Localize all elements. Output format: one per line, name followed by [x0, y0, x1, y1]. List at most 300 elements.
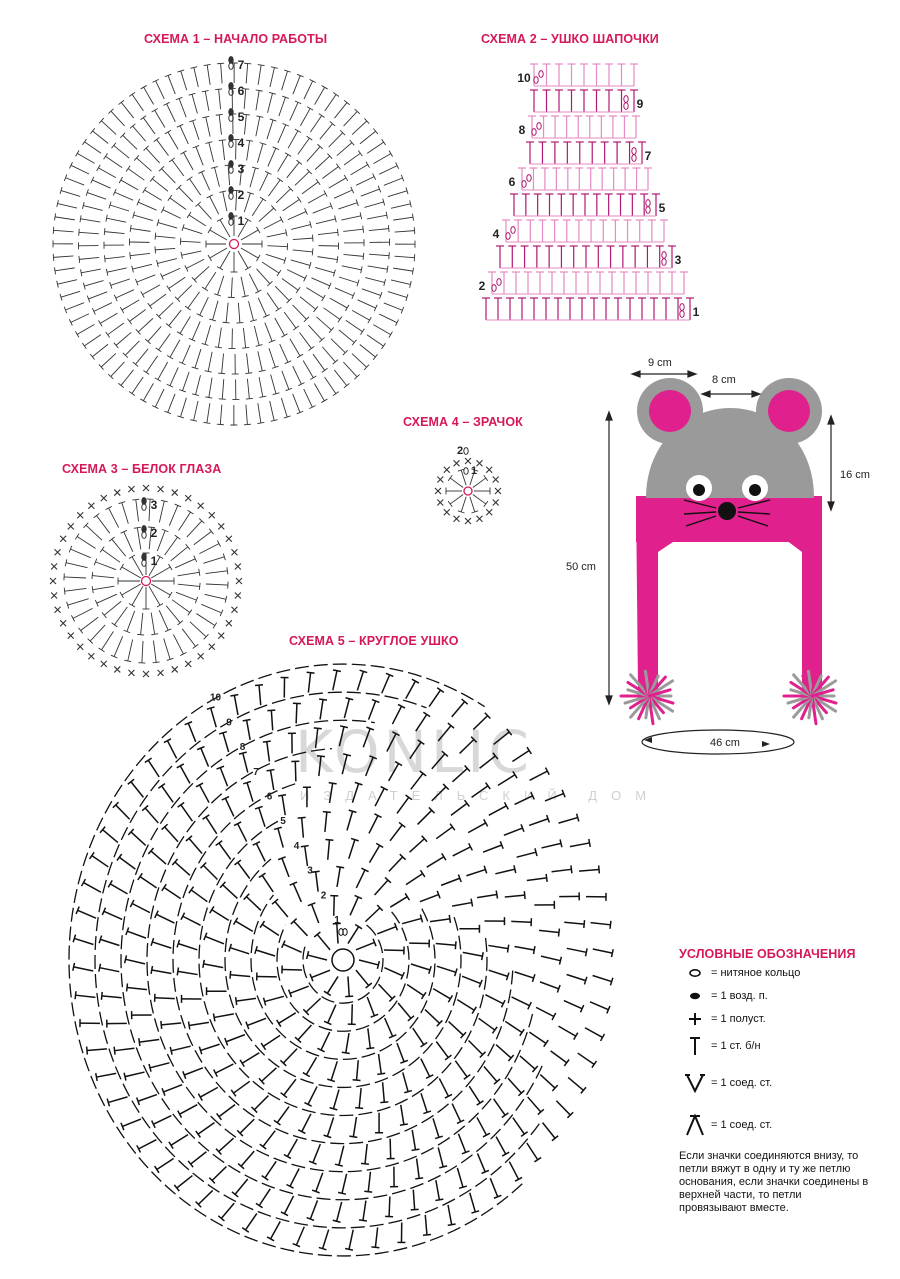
stitch-symbol: [352, 310, 371, 323]
stitch-crossbar: [165, 130, 171, 134]
stitch-stem: [81, 617, 99, 630]
stitch-stem: [132, 904, 150, 913]
stitch-symbol: [282, 941, 302, 953]
stitch-crossbar: [484, 501, 488, 507]
stitch-symbol: [172, 859, 190, 875]
stitch-symbol: [460, 737, 477, 754]
stitch-symbol: [113, 802, 130, 819]
stitch-stem: [111, 362, 125, 377]
stitch-symbol: [567, 975, 587, 985]
dim-label-total-length: 50 cm: [566, 561, 596, 573]
stitch-symbol: [452, 699, 468, 717]
stitch-symbol: [187, 519, 205, 538]
stitch-symbol: [94, 559, 116, 570]
stitch-symbol: [86, 189, 106, 199]
stitch-symbol: [342, 754, 351, 774]
stitch-stem: [478, 1153, 486, 1171]
stitch-symbol: [472, 783, 491, 798]
dim-arrow: [702, 391, 710, 397]
stitch-crossbar: [307, 672, 315, 673]
stitch-symbol: [395, 227, 415, 234]
chain-stitch-symbol: [680, 311, 684, 318]
stitch-crossbar: [259, 873, 266, 877]
chain-stitch-symbol: [624, 103, 628, 110]
dim-arrow: [828, 502, 834, 510]
stitch-stem: [179, 187, 193, 201]
stitch-crossbar: [210, 906, 214, 913]
stitch-symbol: [143, 356, 157, 374]
stitch-crossbar: [260, 921, 264, 928]
stitch-stem: [206, 571, 228, 574]
stitch-symbol: [114, 1047, 134, 1055]
stitch-stem: [337, 1202, 342, 1221]
dim-arrow: [606, 412, 612, 420]
stitch-stem: [327, 976, 338, 993]
stitch-crossbar: [310, 376, 316, 380]
stitch-symbol: [244, 405, 251, 425]
stitch-symbol: [521, 246, 529, 268]
stitch-symbol: [259, 1068, 277, 1084]
stitch-symbol: [156, 303, 173, 319]
stitch-symbol: [287, 160, 302, 178]
stitch-symbol: [83, 281, 103, 290]
stitch-symbol: [617, 194, 625, 216]
stitch-stem: [193, 121, 199, 140]
stitch-stem: [344, 153, 360, 165]
stitch-symbol: [359, 1201, 367, 1221]
stitch-stem: [540, 1075, 555, 1089]
dim-label-ear-gap: 8 cm: [712, 374, 736, 386]
stitch-stem: [135, 349, 148, 364]
stitch-stem: [279, 1013, 296, 1023]
stitch-symbol: [452, 1104, 464, 1124]
stitch-symbol: [594, 246, 602, 268]
stitch-stem: [77, 324, 94, 334]
stitch-stem: [76, 995, 96, 997]
stitch-stem: [142, 641, 143, 663]
stitch-stem: [137, 158, 152, 171]
stitch-stem: [116, 805, 130, 819]
stitch-symbol: [563, 116, 571, 138]
stitch-symbol: [512, 997, 532, 1009]
stitch-stem: [304, 389, 313, 407]
stitch-stem: [477, 1117, 486, 1135]
stitch-symbol: [211, 167, 219, 187]
stitch-stem: [243, 328, 245, 348]
stitch-stem: [181, 71, 187, 90]
stitch-crossbar: [358, 150, 362, 156]
stitch-stem: [339, 330, 354, 343]
stitch-crossbar: [256, 227, 260, 233]
stitch-crossbar: [141, 85, 147, 88]
stitch-symbol: [448, 475, 463, 487]
stitch-stem: [78, 910, 96, 918]
stitch-stem: [411, 964, 430, 970]
stitch-crossbar: [345, 305, 348, 311]
stitch-symbol: [480, 753, 498, 768]
stitch-stem: [346, 320, 363, 331]
stitch-symbol: [242, 1213, 257, 1232]
stitch-stem: [438, 726, 451, 741]
stitch-crossbar: [177, 621, 182, 625]
stitch-symbol: [568, 1077, 586, 1093]
stitch-stem: [397, 1043, 404, 1062]
stitch-symbol: [680, 272, 688, 294]
stitch-symbol: [159, 500, 167, 522]
stitch-symbol: [155, 362, 168, 381]
stitch-stem: [315, 87, 325, 104]
stitch-stem: [365, 278, 384, 283]
stitch-stem: [176, 592, 197, 600]
stitch-symbol: [88, 625, 106, 644]
stitch-symbol: [182, 629, 198, 649]
stitch-symbol: [192, 375, 200, 395]
slip-stitch-symbol: [495, 488, 501, 494]
stitch-symbol: [484, 1066, 500, 1084]
stitch-crossbar: [345, 996, 353, 997]
stitch-symbol: [344, 150, 362, 165]
slip-stitch-symbol: [493, 499, 499, 505]
stitch-stem: [230, 975, 250, 977]
stitch-symbol: [611, 220, 619, 242]
stitch-stem: [368, 1028, 370, 1048]
stitch-symbol: [511, 918, 531, 926]
stitch-stem: [369, 229, 389, 231]
stitch-symbol: [329, 130, 345, 147]
stitch-stem: [79, 257, 99, 259]
stitch-symbol: [265, 323, 276, 343]
stitch-crossbar: [189, 887, 194, 893]
stitch-crossbar: [330, 121, 335, 125]
stitch-stem: [460, 739, 474, 753]
stitch-stem: [457, 1000, 474, 1011]
stitch-stem: [425, 1010, 439, 1024]
stitch-crossbar: [75, 331, 78, 337]
stitch-symbol: [420, 891, 440, 902]
stitch-symbol: [384, 947, 404, 955]
stitch-symbol: [578, 1053, 597, 1068]
slip-stitch-symbol: [209, 644, 215, 650]
stitch-symbol: [196, 1123, 215, 1138]
stitch-stem: [74, 938, 93, 944]
stitch-crossbar: [215, 89, 222, 90]
slip-stitch-icon: [683, 1012, 707, 1026]
stitch-stem: [436, 1041, 448, 1057]
stitch-symbol: [564, 168, 572, 190]
stitch-stem: [473, 495, 486, 504]
stitch-stem: [494, 732, 510, 744]
row-number: 4: [293, 840, 300, 852]
stitch-stem: [172, 160, 184, 176]
stitch-symbol: [477, 891, 497, 899]
stitch-symbol: [582, 246, 590, 268]
chain-stitch-symbol: [497, 279, 501, 286]
stitch-symbol: [82, 335, 101, 349]
stitch-symbol: [242, 328, 249, 348]
stitch-symbol: [259, 873, 273, 892]
stitch-symbol: [504, 824, 524, 835]
stitch-crossbar: [217, 218, 223, 222]
stitch-stem: [131, 782, 143, 798]
stitch-symbol: [203, 815, 217, 834]
double-crochet-icon: [683, 1036, 707, 1056]
stitch-stem: [140, 877, 157, 888]
stitch-symbol: [230, 405, 237, 425]
stitch-symbol: [308, 190, 327, 203]
stitch-crossbar: [355, 925, 362, 929]
stitch-stem: [268, 93, 273, 112]
stitch-stem: [498, 775, 515, 786]
stitch-crossbar: [301, 846, 309, 847]
stitch-symbol: [369, 700, 380, 720]
stitch-symbol: [107, 1020, 127, 1028]
stitch-symbol: [322, 347, 338, 364]
stitch-stem: [395, 256, 415, 258]
stitch-symbol: [421, 1093, 431, 1113]
stitch-symbol: [360, 344, 378, 359]
stitch-stem: [369, 845, 379, 862]
stitch-stem: [290, 339, 300, 356]
stitch-crossbar: [54, 267, 55, 274]
stitch-symbol: [412, 1130, 420, 1150]
stitch-symbol: [433, 1118, 443, 1138]
legend-item-decrease: [683, 1113, 772, 1137]
stitch-stem: [488, 945, 508, 948]
stitch-symbol: [369, 843, 383, 862]
stitch-symbol: [108, 880, 127, 894]
stitch-stem: [427, 857, 444, 867]
stitch-crossbar: [104, 255, 105, 262]
stitch-symbol: [618, 64, 626, 86]
row-spiral-arc: [173, 782, 513, 1143]
stitch-stem: [196, 147, 203, 166]
stitch-crossbar: [405, 893, 409, 900]
stitch-symbol: [118, 578, 140, 585]
stitch-stem: [202, 172, 210, 190]
stitch-symbol: [528, 1097, 544, 1115]
stitch-stem: [282, 969, 302, 970]
stitch-crossbar: [163, 102, 169, 105]
stitch-stem: [315, 156, 330, 170]
stitch-symbol: [281, 1079, 296, 1097]
stitch-stem: [222, 379, 224, 399]
stitch-symbol: [448, 1205, 456, 1225]
stitch-crossbar: [178, 803, 185, 808]
stitch-symbol: [121, 1119, 141, 1130]
legend-title: УСЛОВНЫЕ ОБОЗНАЧЕНИЯ: [679, 947, 856, 961]
scheme5-title: СХЕМА 5 – КРУГЛОЕ УШКО: [289, 634, 459, 648]
stitch-symbol: [228, 277, 235, 297]
stitch-symbol: [459, 925, 479, 933]
stitch-stem: [342, 755, 347, 774]
stitch-stem: [211, 708, 217, 727]
stitch-crossbar: [197, 314, 203, 317]
stitch-symbol: [307, 1200, 318, 1220]
stitch-stem: [268, 180, 280, 196]
stitch-symbol: [389, 762, 402, 781]
stitch-stem: [425, 1215, 427, 1235]
stitch-stem: [132, 94, 143, 111]
stitch-stem: [308, 193, 326, 203]
stitch-symbol: [489, 970, 509, 980]
stitch-stem: [303, 361, 313, 378]
stitch-symbol: [510, 194, 518, 216]
stitch-symbol: [379, 984, 396, 1001]
stitch-stem: [192, 321, 200, 339]
stitch-symbol: [312, 871, 320, 891]
stitch-stem: [230, 948, 249, 954]
stitch-stem: [379, 984, 393, 999]
stitch-stem: [92, 344, 108, 356]
stitch-stem: [373, 154, 390, 164]
stitch-crossbar: [333, 670, 341, 672]
stitch-symbol: [331, 339, 348, 355]
stitch-stem: [367, 142, 384, 153]
stitch-crossbar: [577, 814, 579, 822]
stitch-stem: [568, 1077, 583, 1090]
stitch-symbol: [470, 497, 478, 513]
stitch-stem: [164, 1085, 183, 1092]
stitch-symbol: [166, 310, 181, 328]
stitch-stem: [173, 634, 183, 654]
stitch-crossbar: [245, 218, 251, 222]
stitch-stem: [180, 316, 190, 333]
stitch-crossbar: [322, 368, 328, 372]
stitch-symbol: [218, 1203, 234, 1221]
stitch-stem: [334, 103, 346, 119]
stitch-symbol: [53, 240, 73, 247]
stitch-stem: [263, 1035, 280, 1046]
stitch-crossbar: [448, 1224, 456, 1225]
stitch-symbol: [106, 215, 126, 222]
stitch-stem: [368, 1172, 370, 1192]
row-number: 3: [307, 865, 313, 877]
stitch-crossbar: [281, 334, 287, 337]
stitch-symbol: [446, 488, 462, 495]
stitch-symbol: [230, 971, 250, 979]
stitch-stem: [280, 344, 288, 362]
stitch-symbol: [379, 162, 399, 174]
stitch-symbol: [167, 367, 178, 387]
stitch-stem: [305, 846, 308, 866]
stitch-crossbar: [155, 378, 161, 381]
stitch-stem: [515, 796, 533, 805]
stitch-stem: [244, 89, 246, 109]
stitch-symbol: [143, 187, 162, 200]
stitch-symbol: [559, 892, 579, 900]
stitch-symbol: [293, 305, 309, 322]
stitch-stem: [149, 586, 160, 605]
stitch-stem: [107, 268, 127, 272]
stitch-symbol: [318, 229, 338, 236]
stitch-symbol: [385, 1018, 397, 1038]
stitch-symbol: [349, 838, 359, 858]
stitch-stem: [282, 858, 289, 877]
stitch-stem: [196, 614, 214, 626]
stitch-symbol: [104, 228, 124, 235]
stitch-symbol: [512, 747, 531, 761]
stitch-stem: [433, 1118, 439, 1137]
stitch-symbol: [538, 142, 546, 164]
stitch-crossbar: [355, 1108, 363, 1109]
stitch-symbol: [402, 915, 422, 924]
stitch-symbol: [308, 325, 324, 342]
stitch-stem: [73, 608, 93, 618]
stitch-stem: [164, 638, 170, 659]
stitch-symbol: [267, 293, 281, 311]
stitch-symbol: [624, 220, 632, 242]
stitch-stem: [258, 351, 262, 371]
stitch-crossbar: [244, 424, 251, 425]
slip-stitch-symbol: [465, 518, 471, 524]
row-number: 8: [239, 742, 246, 754]
stitch-symbol: [557, 194, 565, 216]
stitch-stem: [578, 1053, 594, 1064]
stitch-stem: [264, 220, 282, 229]
stitch-symbol: [548, 272, 556, 294]
stitch-crossbar: [373, 129, 377, 134]
stitch-stem: [541, 956, 560, 961]
stitch-stem: [151, 567, 170, 578]
stitch-symbol: [508, 1078, 524, 1096]
stitch-stem: [479, 1018, 495, 1030]
stitch-symbol: [342, 1033, 350, 1053]
stitch-symbol: [619, 246, 627, 268]
stitch-symbol: [352, 782, 362, 802]
stitch-symbol: [529, 815, 549, 825]
stitch-crossbar: [75, 534, 79, 540]
stitch-symbol: [60, 187, 80, 196]
stitch-symbol: [53, 254, 73, 261]
stitch-stem: [369, 816, 378, 834]
hat-ear-right-inner: [768, 390, 810, 432]
stitch-symbol: [293, 1227, 305, 1247]
stitch-stem: [527, 1143, 538, 1160]
stitch-symbol: [134, 527, 141, 549]
stitch-stem: [112, 539, 126, 556]
stitch-crossbar: [153, 662, 160, 663]
stitch-crossbar: [151, 634, 158, 635]
stitch-crossbar: [155, 246, 156, 253]
row-number: 5: [237, 110, 245, 124]
stitch-symbol: [365, 278, 385, 286]
stitch-crossbar: [464, 1075, 470, 1080]
stitch-symbol: [277, 1013, 296, 1027]
stitch-symbol: [268, 147, 279, 167]
stitch-stem: [241, 277, 245, 297]
stitch-stem: [317, 934, 330, 949]
stitch-stem: [269, 348, 275, 367]
stitch-stem: [84, 281, 103, 286]
stitch-crossbar: [316, 179, 320, 185]
stitch-symbol: [112, 607, 128, 627]
slip-stitch-symbol: [235, 593, 241, 599]
stitch-stem: [164, 887, 181, 898]
stitch-stem: [271, 1221, 281, 1239]
stitch-stem: [271, 710, 272, 730]
stitch-symbol: [192, 266, 209, 282]
stitch-symbol: [268, 178, 283, 196]
stitch-symbol: [108, 362, 124, 379]
slip-stitch-symbol: [114, 490, 120, 496]
center-ring: [142, 577, 151, 586]
stitch-stem: [215, 1064, 233, 1073]
stitch-symbol: [517, 848, 537, 857]
slip-stitch-symbol: [476, 516, 482, 522]
slip-stitch-symbol: [437, 499, 443, 505]
stitch-symbol: [148, 848, 166, 864]
stitch-stem: [262, 262, 279, 273]
